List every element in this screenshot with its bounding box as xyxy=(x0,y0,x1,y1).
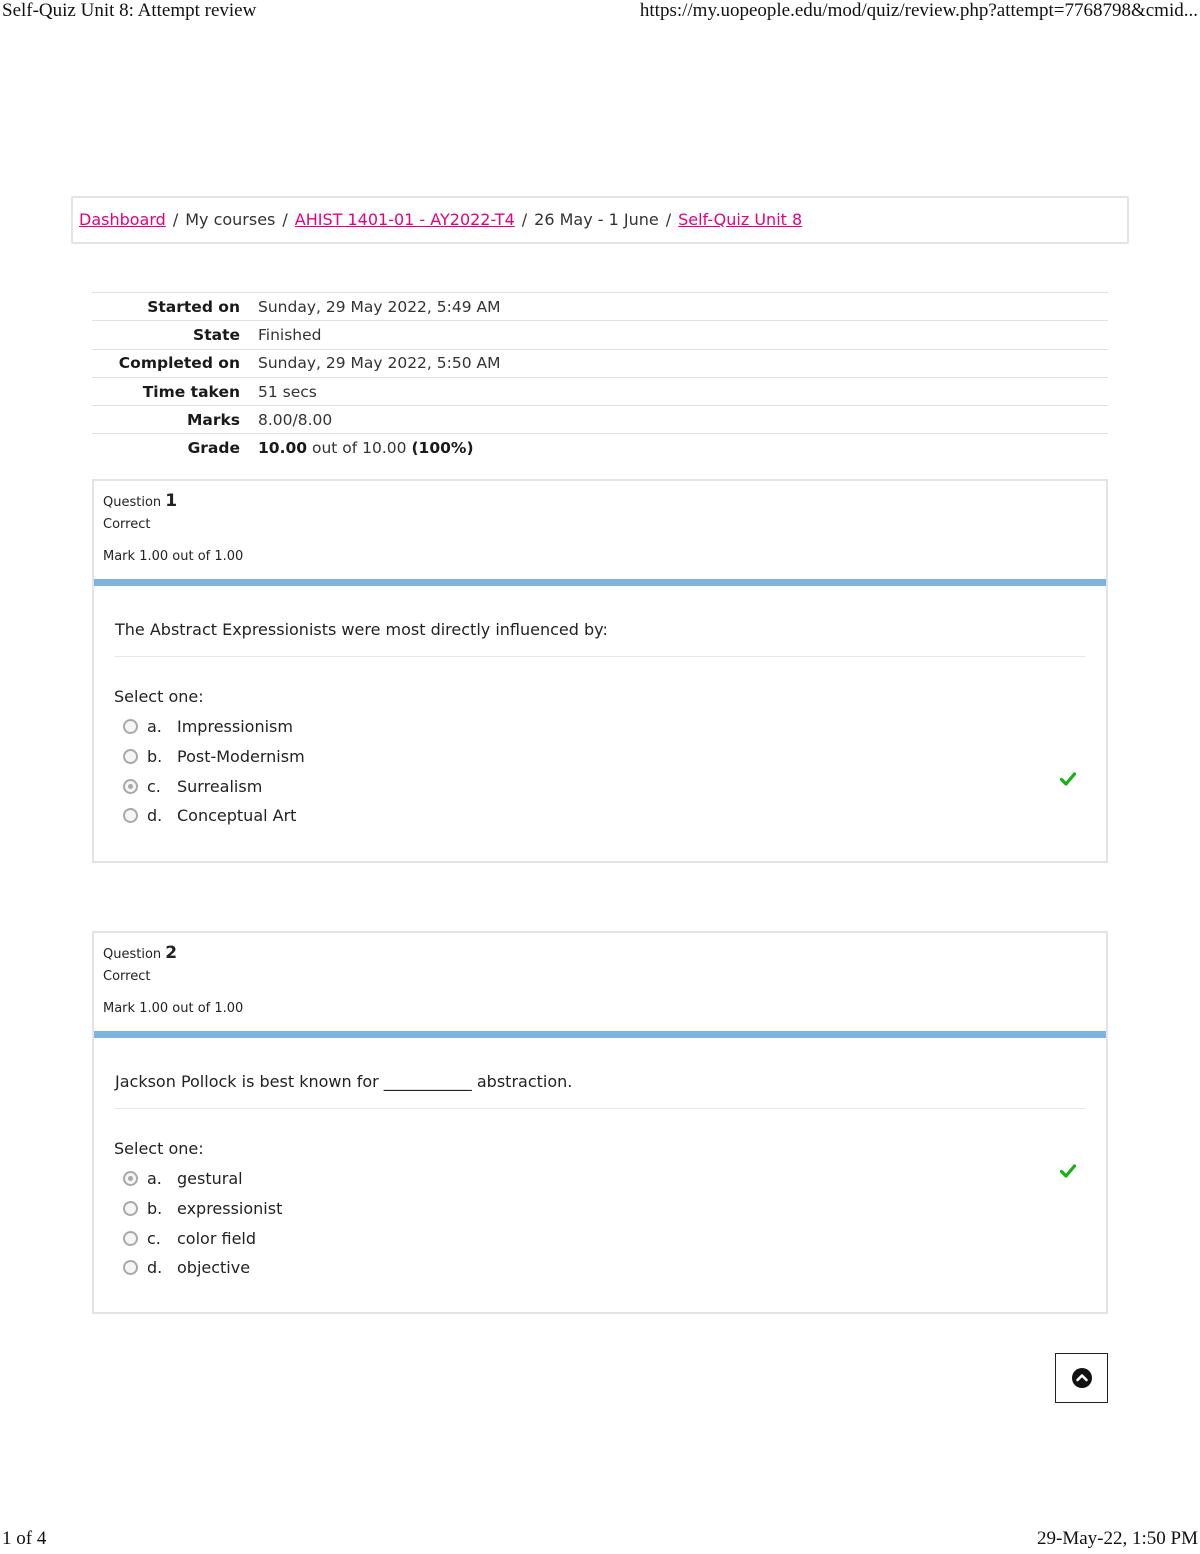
question-divider-bar xyxy=(94,579,1106,586)
radio-button[interactable] xyxy=(123,1201,138,1216)
summary-value: 8.00/8.00 xyxy=(258,410,333,429)
summary-row-completed-on xyxy=(92,349,1108,377)
radio-button-selected[interactable] xyxy=(123,779,138,794)
option-text: Conceptual Art xyxy=(177,806,297,826)
option-letter: c. xyxy=(147,776,161,796)
option-text: objective xyxy=(177,1258,251,1278)
question-divider xyxy=(114,1108,1086,1109)
option-text: Post-Modernism xyxy=(177,747,305,767)
question-info xyxy=(94,933,1106,1031)
radio-button[interactable] xyxy=(123,719,138,734)
question-1 xyxy=(92,479,1108,863)
breadcrumb-separator: / xyxy=(665,210,672,229)
chevron-up-icon xyxy=(1071,1367,1093,1389)
radio-button[interactable] xyxy=(123,1231,138,1246)
summary-value xyxy=(258,434,1108,462)
summary-row-grade xyxy=(92,434,1108,462)
answer-option-d[interactable] xyxy=(114,801,1086,831)
question-content xyxy=(94,1038,1106,1283)
option-text: Impressionism xyxy=(177,717,293,737)
question-number: 2 xyxy=(165,943,178,963)
radio-button[interactable] xyxy=(123,808,138,823)
option-letter: b. xyxy=(147,1199,163,1219)
option-text: Surrealism xyxy=(177,776,263,796)
summary-label: Time taken xyxy=(142,382,240,401)
breadcrumb xyxy=(71,196,1129,244)
grade-score: 10.00 xyxy=(258,439,308,458)
summary-row-marks xyxy=(92,406,1108,434)
breadcrumb-week: 26 May - 1 June xyxy=(534,210,659,229)
summary-label: State xyxy=(193,325,240,344)
check-icon xyxy=(1060,1164,1076,1178)
answer-option-a[interactable] xyxy=(114,1164,1086,1194)
radio-button-selected[interactable] xyxy=(123,1171,138,1186)
summary-value: 51 secs xyxy=(258,382,317,401)
back-to-top-button[interactable] xyxy=(1055,1353,1108,1403)
question-number: 1 xyxy=(165,491,178,511)
breadcrumb-course-link[interactable]: AHIST 1401-01 - AY2022-T4 xyxy=(294,210,515,229)
answer-option-c[interactable] xyxy=(114,1223,1086,1253)
question-state: Correct xyxy=(103,517,151,532)
question-label: Question xyxy=(103,495,162,510)
question-number-row xyxy=(103,943,1106,969)
answer-option-b[interactable] xyxy=(114,742,1086,772)
select-one-prompt: Select one: xyxy=(114,1139,204,1158)
grade-out-of: out of 10.00 xyxy=(311,439,407,458)
option-text: expressionist xyxy=(177,1199,283,1219)
question-text: Jackson Pollock is best known for ___________ abstraction. xyxy=(115,1072,573,1091)
print-page-url: https://my.uopeople.edu/mod/quiz/review.php?attempt=7768798&cmid... xyxy=(639,0,1198,21)
summary-row-started-on xyxy=(92,293,1108,321)
summary-value: Sunday, 29 May 2022, 5:50 AM xyxy=(258,354,501,373)
option-letter: d. xyxy=(147,806,163,826)
question-divider-bar xyxy=(94,1031,1106,1038)
option-text: gestural xyxy=(177,1169,243,1189)
summary-row-time-taken xyxy=(92,377,1108,405)
breadcrumb-separator: / xyxy=(521,210,528,229)
summary-value: Finished xyxy=(258,325,322,344)
breadcrumb-separator: / xyxy=(172,210,179,229)
breadcrumb-dashboard-link[interactable]: Dashboard xyxy=(79,210,166,229)
answer-option-c[interactable] xyxy=(114,771,1086,801)
option-letter: a. xyxy=(147,717,162,737)
question-mark: Mark 1.00 out of 1.00 xyxy=(103,1001,244,1016)
radio-button[interactable] xyxy=(123,1260,138,1275)
question-text: The Abstract Expressionists were most directly influenced by: xyxy=(115,620,608,639)
question-state: Correct xyxy=(103,969,151,984)
print-header xyxy=(0,0,1200,26)
print-page-title: Self-Quiz Unit 8: Attempt review xyxy=(2,0,257,21)
question-divider xyxy=(114,656,1086,657)
question-info xyxy=(94,481,1106,579)
print-footer xyxy=(0,1528,1200,1554)
option-letter: c. xyxy=(147,1228,161,1248)
option-letter: a. xyxy=(147,1169,162,1189)
summary-label: Grade xyxy=(187,439,240,458)
print-datetime: 29-May-22, 1:50 PM xyxy=(1037,1528,1198,1549)
summary-label: Started on xyxy=(147,297,240,316)
answer-option-b[interactable] xyxy=(114,1194,1086,1224)
option-letter: b. xyxy=(147,747,163,767)
question-mark: Mark 1.00 out of 1.00 xyxy=(103,549,244,564)
question-number-row xyxy=(103,491,1106,517)
page-count: 1 of 4 xyxy=(2,1528,47,1549)
summary-label: Marks xyxy=(186,410,240,429)
summary-label: Completed on xyxy=(118,354,240,373)
attempt-summary-table xyxy=(92,292,1108,462)
question-2 xyxy=(92,931,1108,1314)
radio-button[interactable] xyxy=(123,749,138,764)
option-letter: d. xyxy=(147,1258,163,1278)
question-content xyxy=(94,586,1106,831)
option-text: color field xyxy=(177,1228,257,1248)
summary-row-state xyxy=(92,321,1108,349)
answer-option-d[interactable] xyxy=(114,1253,1086,1283)
breadcrumb-my-courses: My courses xyxy=(185,210,276,229)
select-one-prompt: Select one: xyxy=(114,687,204,706)
answer-option-a[interactable] xyxy=(114,712,1086,742)
breadcrumb-quiz-link[interactable]: Self-Quiz Unit 8 xyxy=(678,210,803,229)
breadcrumb-separator: / xyxy=(282,210,288,229)
check-icon xyxy=(1060,772,1076,786)
summary-value: Sunday, 29 May 2022, 5:49 AM xyxy=(258,297,501,316)
question-label: Question xyxy=(103,947,162,962)
grade-percent: (100%) xyxy=(411,439,474,458)
